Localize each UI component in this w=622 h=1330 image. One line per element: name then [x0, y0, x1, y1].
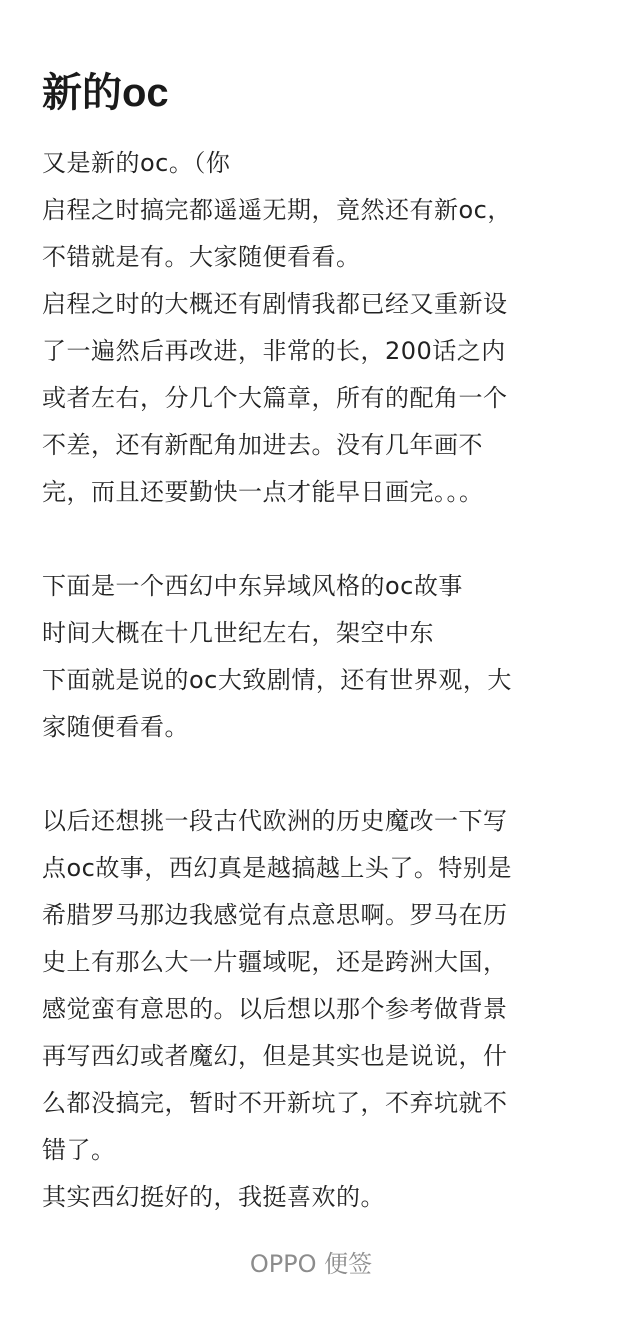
note-body [42, 140, 582, 1221]
blank-line [42, 516, 582, 563]
app-watermark: OPPO 便签 [249, 1250, 373, 1278]
note-line: 感觉蛮有意思的。以后想以那个参考做背景 [42, 995, 508, 1023]
note-line: 不差，还有新配角加进去。没有几年画不 [42, 431, 483, 459]
note-line: 下面是一个西幻中东异域风格的oc故事 [42, 572, 463, 600]
note-line: 以后还想挑一段古代欧洲的历史魔改一下写 [42, 807, 508, 835]
note-line: 不错就是有。大家随便看看。 [42, 243, 361, 271]
blank-line [42, 751, 582, 798]
note-line: 或者左右，分几个大篇章，所有的配角一个 [42, 384, 508, 412]
note-line: 史上有那么大一片疆域呢，还是跨洲大国， [42, 948, 508, 976]
note-line: 时间大概在十几世纪左右，架空中东 [42, 619, 434, 647]
note-line: 下面就是说的oc大致剧情，还有世界观，大 [42, 666, 512, 694]
note-line: 又是新的oc。（你 [42, 149, 231, 177]
note-line: 启程之时的大概还有剧情我都已经又重新设 [42, 290, 508, 318]
note-line: 启程之时搞完都遥遥无期，竟然还有新oc， [42, 196, 512, 224]
note-line: 希腊罗马那边我感觉有点意思啊。罗马在历 [42, 901, 508, 929]
note-title: 新的oc [42, 71, 169, 115]
note-line: 家随便看看。 [42, 713, 189, 741]
note-line: 点oc故事，西幻真是越搞越上头了。特别是 [42, 854, 512, 882]
note-line: 其实西幻挺好的，我挺喜欢的。 [42, 1183, 385, 1211]
note-line: 错了。 [42, 1136, 116, 1164]
note-content [42, 62, 582, 1221]
note-line: 再写西幻或者魔幻，但是其实也是说说，什 [42, 1042, 508, 1070]
note-line: 么都没搞完，暂时不开新坑了，不弃坑就不 [42, 1089, 508, 1117]
note-line: 了一遍然后再改进，非常的长，200话之内 [42, 337, 506, 365]
note-line: 完，而且还要勤快一点才能早日画完。。。 [42, 478, 484, 506]
